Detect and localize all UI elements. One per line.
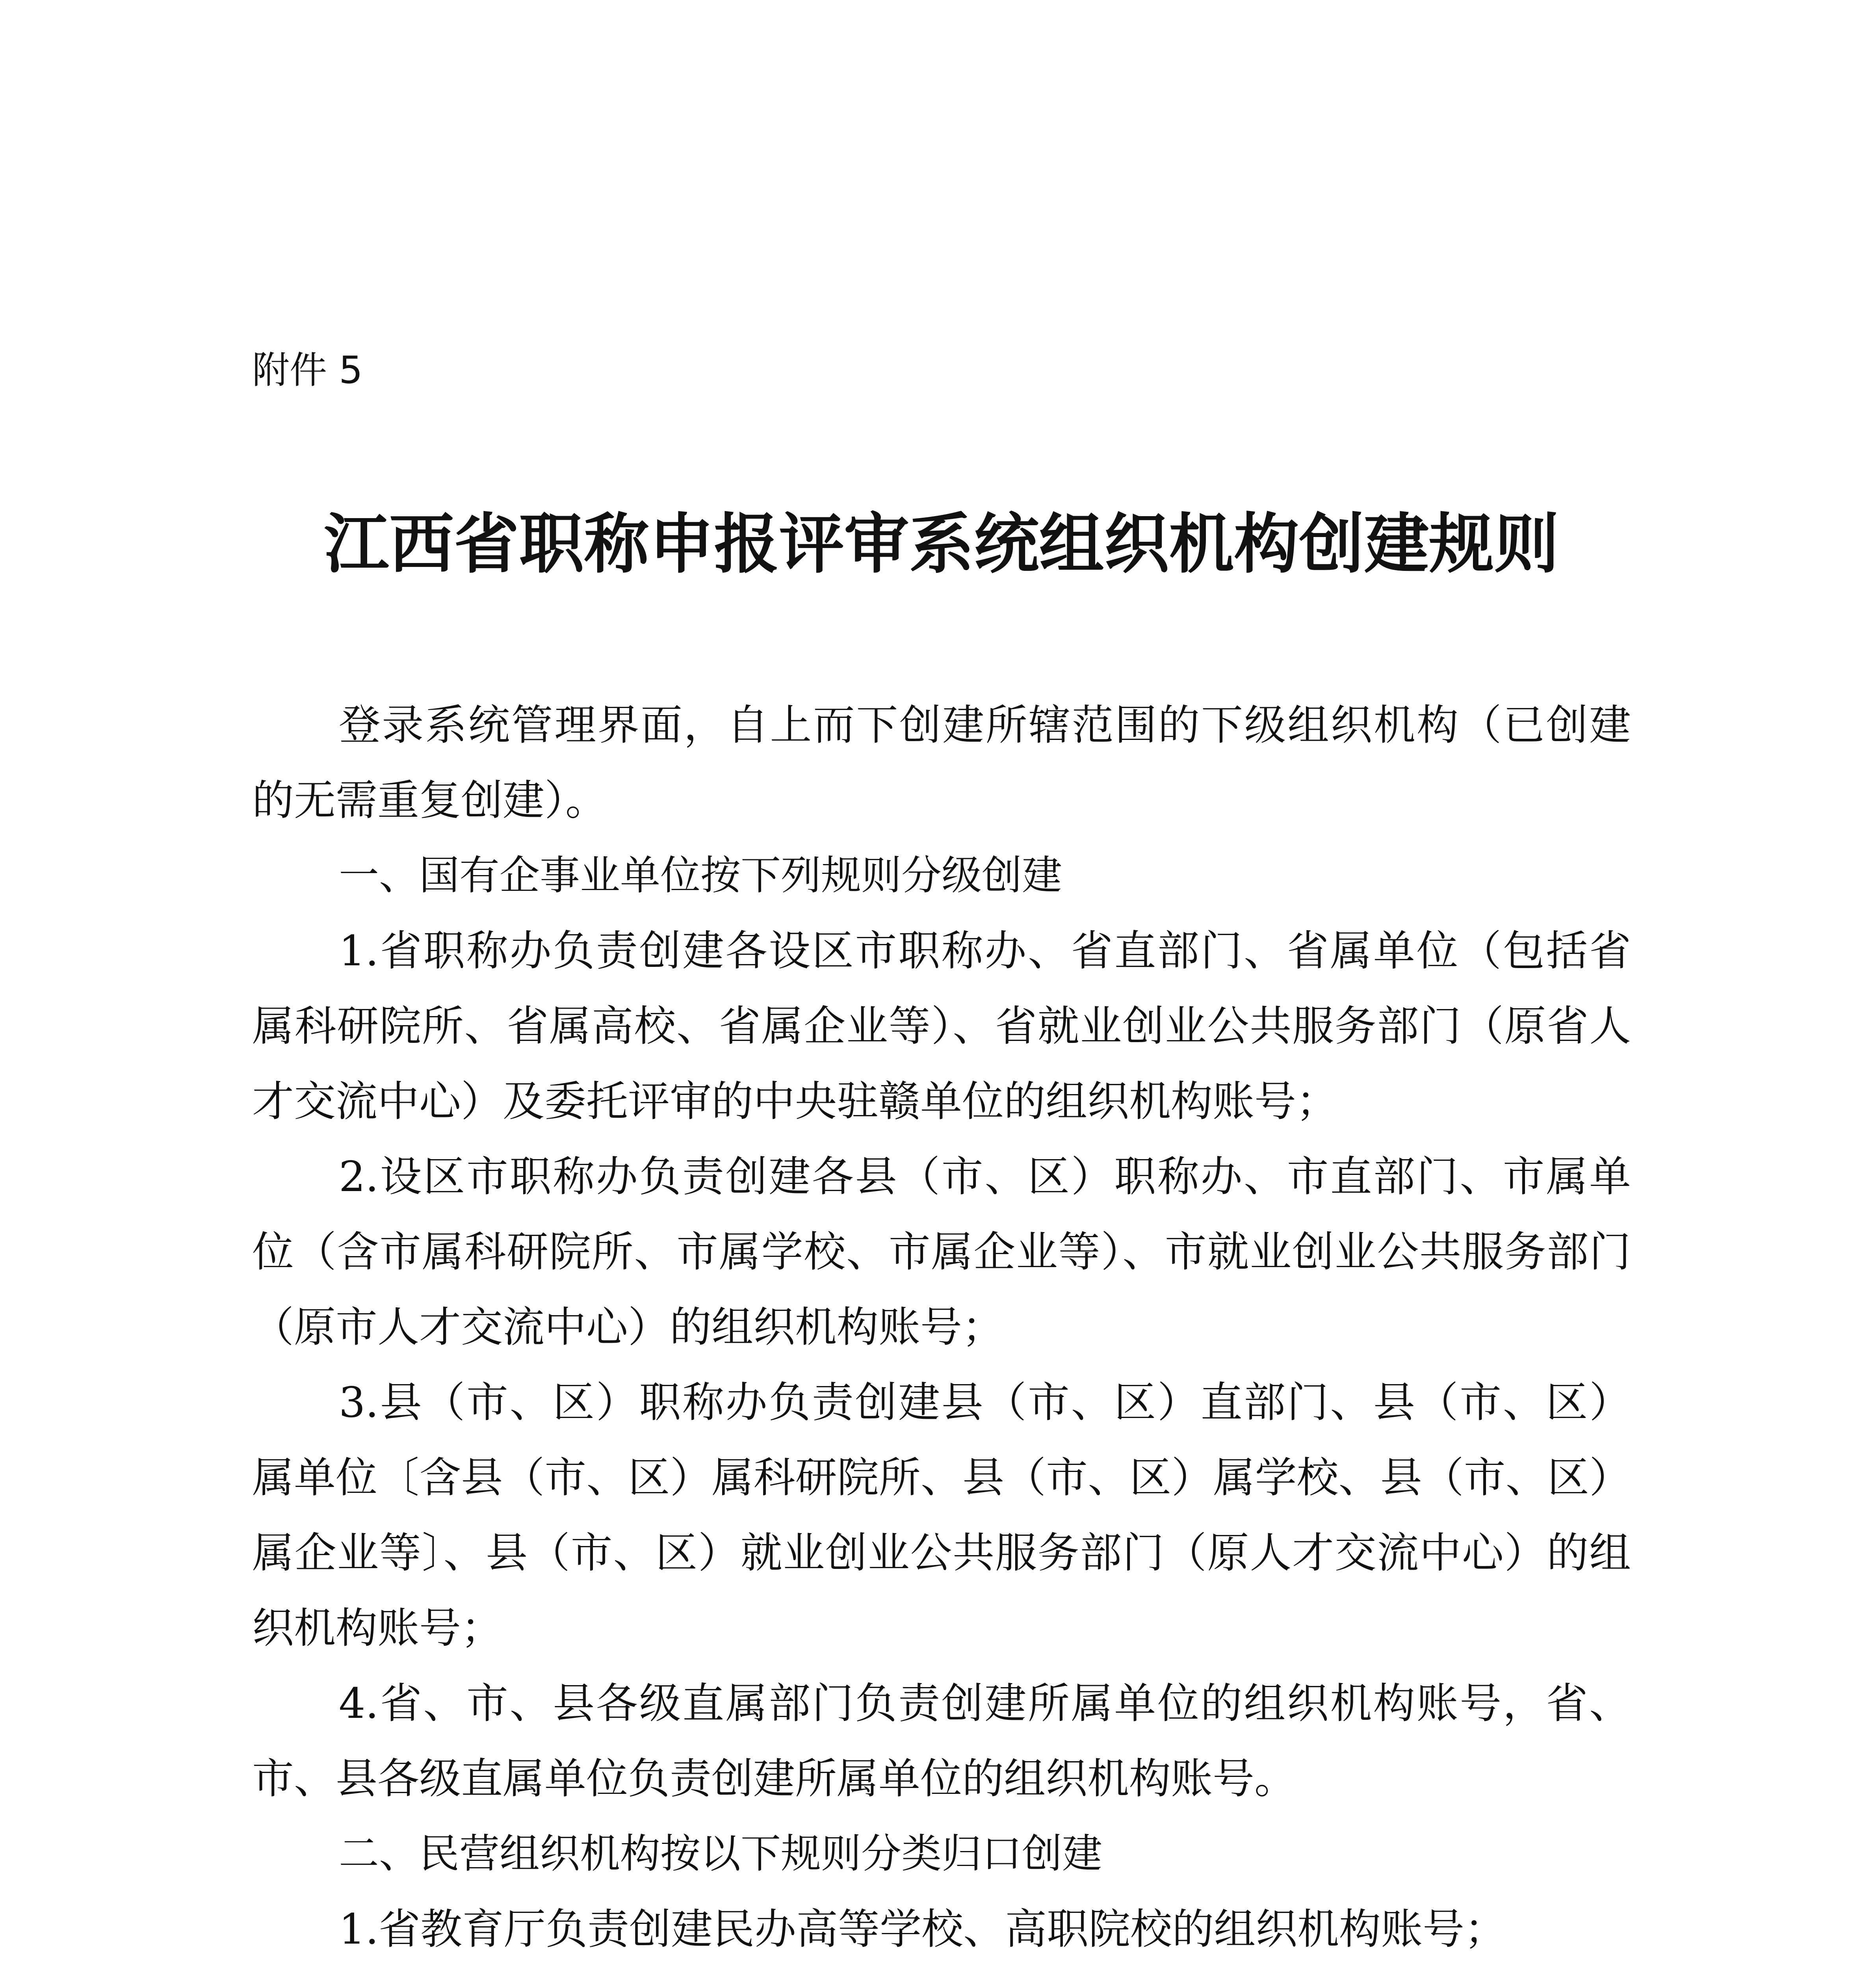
section2-item-1: 1.省教育厅负责创建民办高等学校、高职院校的组织机构账号； [339,1905,1506,1953]
section1-item-1: 1.省职称办负责创建各设区市职称办、省直部门、省属单位（包括省属科研院所、省属高校、省属企业等）、省就业创业公共服务部门（原省人才交流中心）及委托评审的中央驻赣单位的组织机构账号； [252,927,1631,1126]
section1-item-3: 3.县（市、区）职称办负责创建县（市、区）直部门、县（市、区）属单位〔含县（市、区）属科研院所、县（市、区）属学校、县（市、区）属企业等〕、县（市、区）就业创业公共服务部门（原人才交流中心）的组织机构账号； [252,1378,1631,1652]
section1-item-2: 2.设区市职称办负责创建各县（市、区）职称办、市直部门、市属单位（含市属科研院所、市属学校、市属企业等）、市就业创业公共服务部门（原市人才交流中心）的组织机构账号； [252,1152,1631,1351]
section-heading-1: 一、国有企事业单位按下列规则分级创建 [339,852,1062,899]
intro-paragraph: 登录系统管理界面，自上而下创建所辖范围的下级组织机构（已创建的无需重复创建）。 [252,701,1631,825]
document-title: 江西省职称申报评审系统组织机构创建规则 [324,506,1559,582]
section2-item-2 [252,1967,1631,1970]
document-body [252,688,1631,1970]
attachment-label: 附件 5 [252,349,363,392]
section-heading-2: 二、民营组织机构按以下规则分类归口创建 [339,1831,1102,1877]
section1-item-4: 4.省、市、县各级直属部门负责创建所属单位的组织机构账号，省、市、县各级直属单位负责创建所属单位的组织机构账号。 [252,1679,1631,1803]
